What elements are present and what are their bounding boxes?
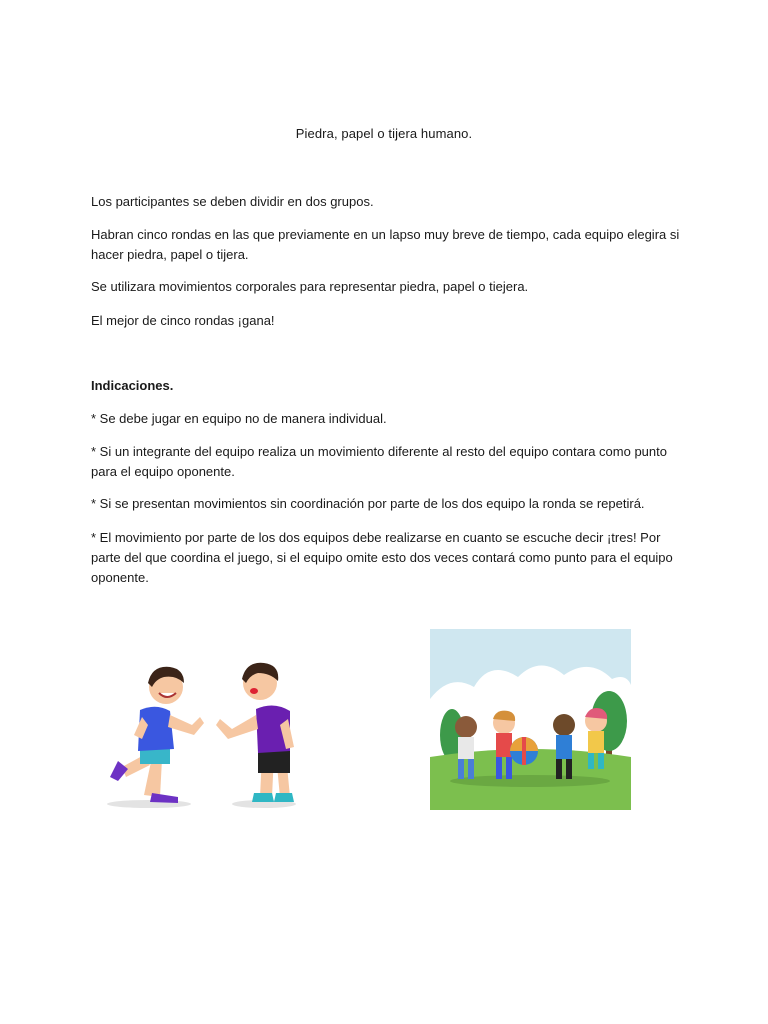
indicacion-item: * Si un integrante del equipo realiza un movimiento diferente al resto del equipo contara como punto para el equipo oponente. [91, 444, 667, 479]
document-title: Piedra, papel o tijera humano. [295, 126, 473, 141]
indicaciones-heading: Indicaciones. [91, 378, 174, 393]
indicacion-item: * Si se presentan movimientos sin coordinación por parte de los dos equipo la ronda se repetirá. [91, 496, 645, 511]
indicacion-item: * Se debe jugar en equipo no de manera individual. [91, 411, 387, 426]
paragraph-rounds: Habran cinco rondas en las que previamente en un lapso muy breve de tiempo, cada equipo elegira si hacer piedra, papel o tijera. [91, 227, 680, 262]
ball-icon [510, 737, 538, 765]
indicacion-item: * El movimiento por parte de los dos equipos debe realizarse en cuanto se escuche decir ¡tres! Por parte del que coordina el juego, si el equipo omite esto dos veces contará como punto para el equipo oponente. [91, 530, 673, 585]
two-boys-illustration [104, 655, 304, 815]
boy-purple-figure [216, 663, 294, 802]
paragraph-movements: Se utilizara movimientos corporales para representar piedra, papel o tiejera. [91, 279, 529, 294]
children-park-illustration [430, 629, 631, 810]
paragraph-groups: Los participantes se deben dividir en dos grupos. [91, 194, 374, 209]
boy-blue-figure [110, 667, 204, 803]
paragraph-best-of-five: El mejor de cinco rondas ¡gana! [91, 313, 275, 328]
